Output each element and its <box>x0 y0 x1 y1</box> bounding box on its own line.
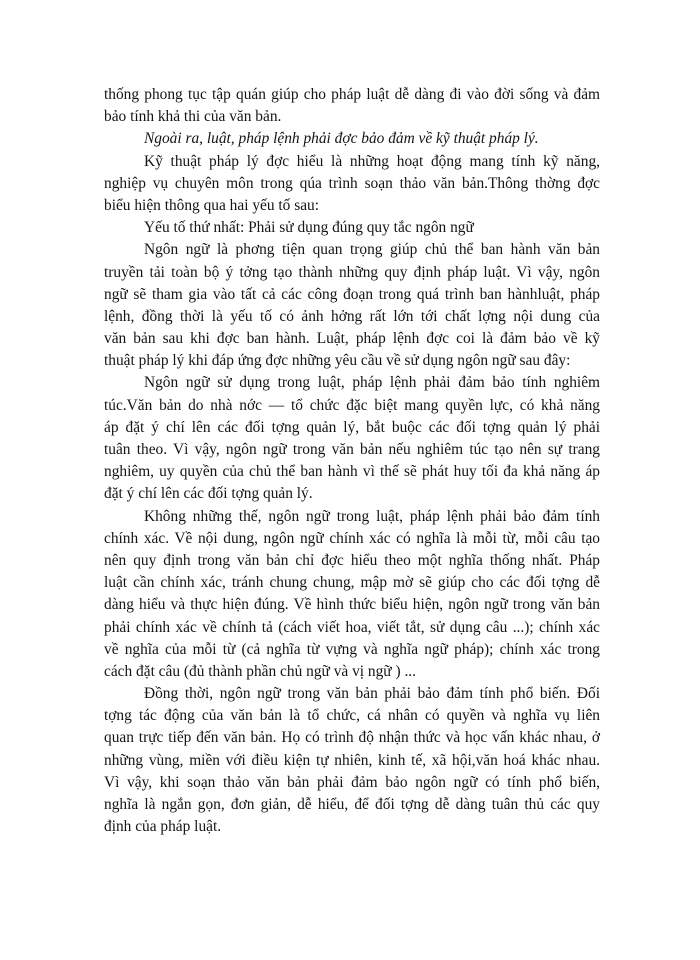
text-line: đặt ý chí lên các đối tợng quản lý. <box>104 485 313 503</box>
text-line: luật cần chính xác, tránh chung chung, mập mờ sẽ giúp cho các đối tợng dễ <box>104 574 600 592</box>
text-line: Đồng thời, ngôn ngữ trong văn bản phải bảo đảm tính phổ biến. Đối <box>144 685 600 703</box>
text-line: Kỹ thuật pháp lý đợc hiểu là những hoạt động mang tính kỹ năng, <box>144 152 600 170</box>
text-line: Không những thế, ngôn ngữ trong luật, pháp lệnh phải bảo đảm tính <box>144 507 600 525</box>
text-line: Ngôn ngữ là phơng tiện quan trọng giúp chủ thể ban hành văn bản <box>144 241 600 259</box>
document-page <box>104 84 600 838</box>
text-line: túc.Văn bản do nhà nớc — tổ chức đặc biệt mang quyền lực, có khả năng <box>104 396 600 414</box>
text-line: Vì vậy, khi soạn thảo văn bản phải đảm bảo ngôn ngữ có tính phổ biến, <box>104 773 600 791</box>
text-line: nghiệp vụ chuyên môn trong qúa trình soạn thảo văn bản.Thông thờng đợc <box>104 174 600 192</box>
text-line: phải chính xác về chính tả (cách viết hoa, viết tắt, sử dụng câu ...); chính xác <box>104 618 600 636</box>
paragraph <box>104 84 600 128</box>
paragraph <box>104 128 600 150</box>
text-line: định của pháp luật. <box>104 818 222 836</box>
paragraph <box>104 151 600 218</box>
text-line: những vùng, miền với điều kiện tự nhiên, kinh tế, xã hội,văn hoá khác nhau. <box>104 751 600 769</box>
text-line: bảo tính khả thi của văn bản. <box>104 108 282 126</box>
text-line: ngữ sẽ tham gia vào tất cả các công đoạn trong quá trình ban hànhluật, pháp <box>104 285 600 303</box>
paragraph <box>104 506 600 684</box>
paragraph <box>104 217 600 239</box>
text-line: thống phong tục tập quán giúp cho pháp luật dễ dàng đi vào đời sống và đảm <box>104 86 600 103</box>
text-line: lệnh, đồng thời là yếu tố có ảnh hởng rất lớn tới chất lợng nội dung của <box>104 307 600 325</box>
text-line: áp đặt ý chí lên các đối tợng quản lý, bắt buộc các đối tợng quản lý phải <box>104 418 600 436</box>
text-line: dàng hiểu và thực hiện đúng. Về hình thức biểu hiện, ngôn ngữ trong văn bản <box>104 596 600 614</box>
paragraph <box>104 372 600 505</box>
text-line: quan trực tiếp đến văn bản. Họ có trình độ nhận thức và học vấn khác nhau, ở <box>104 729 600 747</box>
text-line: biểu hiện thông qua hai yếu tố sau: <box>104 196 319 214</box>
paragraph <box>104 683 600 838</box>
text-line: nghiêm, uy quyền của chủ thể ban hành vì thế sẽ phát huy tối đa khả năng áp <box>104 463 600 481</box>
text-line: về nghĩa của mỗi từ (cả nghĩa từ vựng và nghĩa ngữ pháp); chính xác trong <box>104 640 600 658</box>
text-line: Ngoài ra, luật, pháp lệnh phải đợc bảo đảm về kỹ thuật pháp lý. <box>144 130 539 148</box>
text-line: tuân theo. Vì vậy, ngôn ngữ trong văn bản nếu nghiêm túc tạo nên sự trang <box>104 441 600 458</box>
text-line: Yếu tố thứ nhất: Phải sử dụng đúng quy tắc ngôn ngữ <box>144 219 474 237</box>
text-line: nên quy định trong văn bản chỉ đợc hiểu theo một nghĩa thống nhất. Pháp <box>104 551 600 569</box>
paragraph <box>104 239 600 372</box>
text-line: chính xác. Về nội dung, ngôn ngữ chính xác có nghĩa là mỗi từ, mỗi câu tạo <box>104 529 600 547</box>
text-line: nghĩa là ngắn gọn, đơn giản, dễ hiểu, để đối tợng dễ dàng tuân thủ các quy <box>104 796 600 813</box>
text-line: cách đặt câu (đủ thành phần chủ ngữ và vị ngữ ) ... <box>104 662 416 680</box>
text-line: văn bản sau khi đợc ban hành. Luật, pháp lệnh đợc coi là đảm bảo về kỹ <box>104 330 600 348</box>
text-line: tợng tác động của văn bản là tổ chức, cá nhân có quyền và nghĩa vụ liên <box>104 707 600 725</box>
text-line: thuật pháp lý khi đáp ứng đợc những yêu cầu về sử dụng ngôn ngữ sau đây: <box>104 352 571 370</box>
text-line: truyền tải toàn bộ ý tởng tạo thành những quy định pháp luật. Vì vậy, ngôn <box>104 263 600 281</box>
text-line: Ngôn ngữ sử dụng trong luật, pháp lệnh phải đảm bảo tính nghiêm <box>144 374 600 392</box>
